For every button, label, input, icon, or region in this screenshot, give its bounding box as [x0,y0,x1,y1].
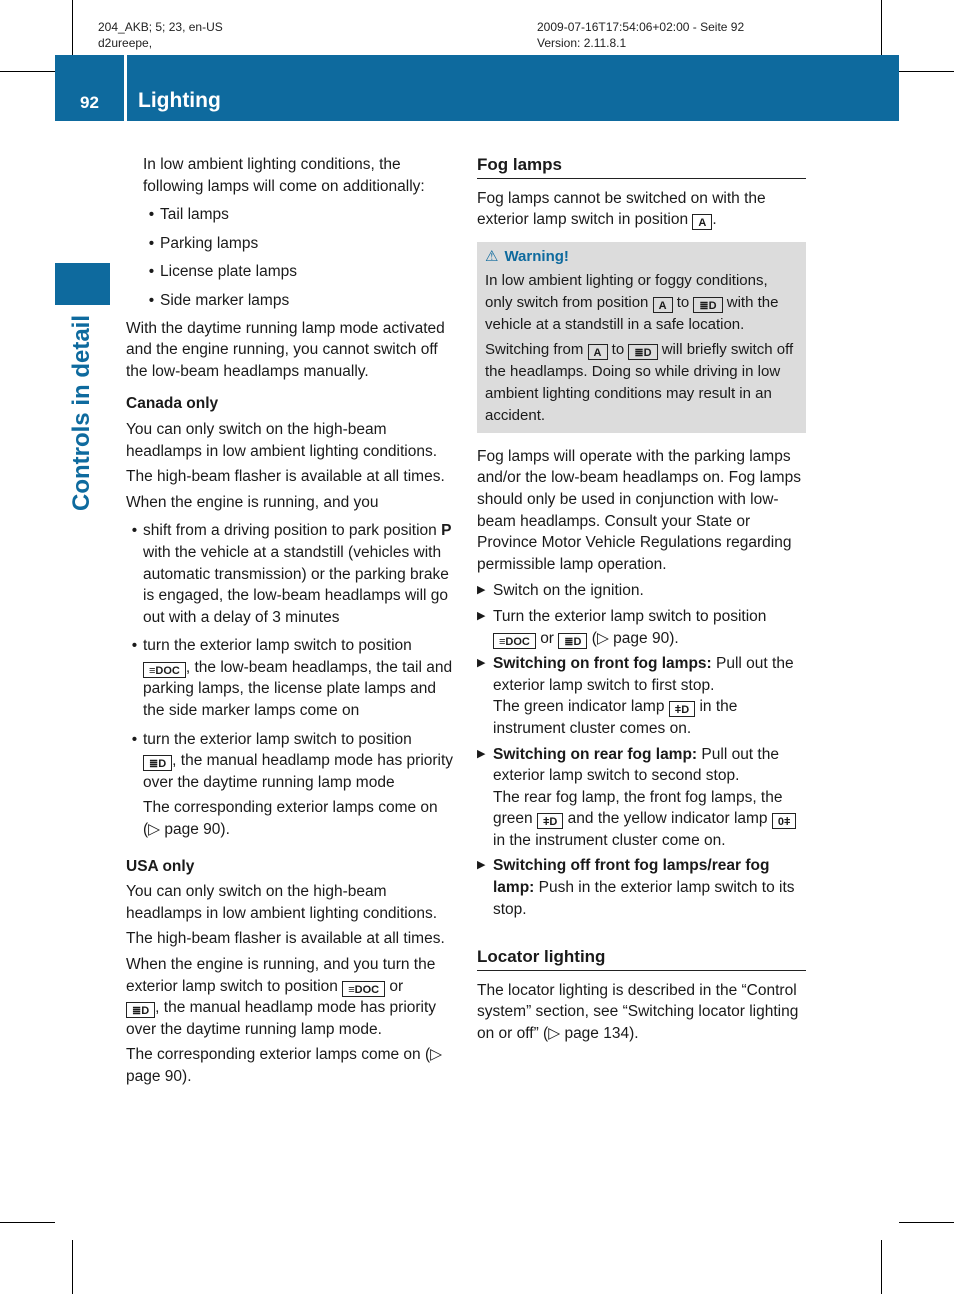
paragraph: You can only switch on the high-beam headlamps in low ambient lighting conditions. [126,420,438,460]
paragraph [126,954,458,1040]
rear-fog-lamp-icon: 0ǂ [772,813,797,829]
step-text [493,855,806,920]
auto-light-icon: A [588,344,608,360]
paragraph: When the engine is running, and you [126,493,379,511]
print-meta-left [98,19,223,51]
arrow-right-icon: ▶ [477,747,486,760]
text-run: with the vehicle at a standstill in a safe location. [485,293,779,333]
parking-lamp-icon: ≡DOC [143,662,186,678]
header-divider [124,55,127,121]
list-item [126,204,458,226]
text-run: Turn the exterior lamp switch to position [493,607,767,625]
parking-lamp-icon: ≡DOC [342,981,385,997]
auto-light-icon: A [653,297,673,313]
step-item [477,855,806,920]
lamp-list [126,204,458,311]
warning-triangle-icon: ⚠ [485,247,499,265]
text-run: , the low-beam headlamps, the tail and parking lamps, the license plate lamps and the side marker lamps come on [143,658,453,720]
subheading-canada: Canada only [126,395,219,413]
warning-header [485,246,798,268]
front-fog-lamp-icon: ǂD [537,813,563,829]
warning-box [477,242,806,433]
paragraph: You can only switch on the high-beam headlamps in low ambient lighting conditions. [126,883,438,922]
list-item [126,635,458,721]
text-run: in the instrument cluster come on. [493,831,726,849]
step-item [477,653,806,739]
text-run: or [389,977,404,995]
text-run: Switching from [485,340,584,358]
crop-mark [899,1222,954,1223]
list-item-text: Side marker lamps [160,291,290,309]
list-item-text [143,520,458,628]
warning-paragraph [485,270,798,336]
text-run: , the manual headlamp mode has priority over the daytime running lamp mode [143,752,454,791]
list-item-text [143,635,458,721]
text-bold: Switching on rear fog lamp: [493,745,698,763]
list-item [126,261,458,283]
low-beam-icon: ≣D [628,344,657,360]
text-run: Fog lamps cannot be switched on with the exterior lamp switch in position [477,189,766,229]
paragraph: The locator lighting is described in the “Control system” section, see “Switching locator lighting on or off” (▷ page 134). [477,981,799,1043]
text-run: The corresponding exterior lamps come on (▷ page 90). [143,799,438,839]
crop-mark [0,1222,55,1223]
parking-lamp-icon: ≡DOC [493,633,536,649]
text-run: turn the exterior lamp switch to position [143,730,412,748]
text-run: to [611,340,625,358]
text-run: and the yellow indicator lamp [567,810,768,828]
section-title: Lighting [138,89,221,112]
warning-paragraph [485,339,798,427]
list-item-text: Parking lamps [160,234,259,252]
arrow-right-icon: ▶ [477,859,486,872]
side-chapter-text: Controls in detail [68,314,95,512]
subheading-usa: USA only [126,857,195,875]
page-number: 92 [80,93,99,112]
bullet-dot: • [131,522,138,540]
crop-mark [0,71,55,72]
meta-line: 204_AKB; 5; 23, en-US [98,20,223,34]
text-run: to [676,293,690,311]
text-run: (▷ page 90). [591,629,679,647]
arrow-right-icon: ▶ [477,584,486,597]
text-run: in the instrument cluster comes on. [493,698,738,737]
text-bold: Switching on front fog lamps: [493,655,712,673]
arrow-right-icon: ▶ [477,657,486,670]
list-item [126,729,458,841]
text-bold: Switching off front fog lamps/rear fog lamp: [493,857,770,897]
text-run: Pull out the exterior lamp switch to second stop. [493,745,779,785]
low-beam-icon: ≣D [693,297,722,313]
heading-fog-lamps: Fog lamps [477,154,806,179]
meta-line: Version: 2.11.8.1 [537,36,627,50]
bullet-dot: • [131,730,138,748]
text-run: with the vehicle at a standstill (vehicles with automatic transmission) or the parking brake is engaged, the low-beam headlamps will go out with a delay of 3 minutes [143,543,449,626]
print-meta-right [537,19,744,51]
step-text [493,744,806,852]
list-item [126,290,458,312]
paragraph: Fog lamps will operate with the parking lamps and/or the low-beam headlamps on. Fog lamps should only be used in conjunction with low-beam headlamps. Consult your State or Province Motor Vehicle Regulations regarding permissible lamp operation. [477,447,801,573]
step-text [493,653,806,739]
crop-mark [72,0,73,55]
low-beam-icon: ≣D [558,633,587,649]
bullet-dot: • [131,637,138,655]
text-run: In low ambient lighting or foggy conditions, only switch from position [485,271,768,311]
bullet-dot: • [148,234,155,252]
bullet-dot: • [148,206,155,224]
warning-title: Warning! [504,247,569,265]
meta-line: 2009-07-16T17:54:06+02:00 - Seite 92 [537,20,745,34]
text-run: The rear fog lamp, the front fog lamps, the green [493,788,783,828]
text-run: shift from a driving position to park position [143,522,442,540]
bullet-dot: • [148,291,155,309]
arrow-right-icon: ▶ [477,609,486,622]
text-run: will briefly switch off the headlamps. Doing so while driving in low ambient lighting conditions may result in an accident. [485,340,794,424]
bullet-dot: • [148,263,155,281]
list-item [126,520,458,628]
right-column [477,154,806,1045]
crop-mark [899,71,954,72]
text-bold: P [441,522,452,540]
text-run: Push in the exterior lamp switch to its stop. [493,879,795,918]
crop-mark [881,0,882,55]
paragraph: The high-beam flasher is available at all times. [126,468,445,486]
text-run: , the manual headlamp mode has priority over the daytime running lamp mode. [126,999,437,1038]
text-run: The green indicator lamp [493,698,665,716]
step-item [477,606,806,649]
paragraph: In low ambient lighting conditions, the following lamps will come on additionally: [143,156,425,195]
text-run: Pull out the exterior lamp switch to first stop. [493,655,794,694]
crop-mark [72,1240,73,1294]
text-run: When the engine is running, and you turn the exterior lamp switch to position [126,956,436,995]
step-text: Switch on the ignition. [493,582,644,600]
left-column [126,154,458,1088]
paragraph: The high-beam flasher is available at all times. [126,930,445,948]
front-fog-lamp-icon: ǂD [669,701,695,717]
step-text [493,606,806,649]
low-beam-icon: ≣D [126,1002,155,1018]
auto-light-icon: A [692,214,712,230]
list-item-text: License plate lamps [160,263,297,281]
list-item-text: Tail lamps [160,206,229,224]
low-beam-icon: ≣D [143,755,172,771]
paragraph: The corresponding exterior lamps come on (▷ page 90). [126,1046,443,1085]
paragraph: Fog lamps cannot be switched on with the exterior lamp switch in position A . [477,189,766,230]
step-item [477,580,806,602]
meta-line: d2ureepe, [98,36,153,50]
step-item [477,744,806,852]
side-tab-block [55,263,110,305]
text-run: turn the exterior lamp switch to position [143,637,412,655]
paragraph: With the daytime running lamp mode activated and the engine running, you cannot switch off the low-beam headlamps manually. [126,319,445,380]
crop-mark [881,1240,882,1294]
text-run: or [540,629,554,647]
list-item [126,233,458,255]
list-item-text [143,729,458,841]
heading-locator-lighting: Locator lighting [477,946,806,971]
